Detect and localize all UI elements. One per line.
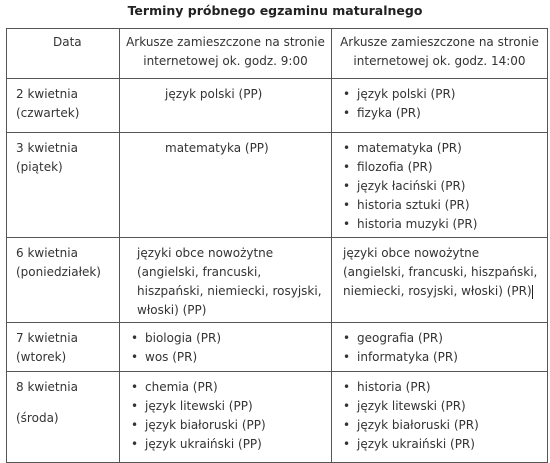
morning-cell	[120, 133, 332, 238]
header-afternoon: Arkusze zamieszczone na stronie internetowej ok. godz. 14:00	[332, 29, 548, 79]
afternoon-cell	[332, 372, 548, 463]
page-title: Terminy próbnego egzaminu maturalnego	[127, 3, 423, 18]
date-label: 8 kwietnia	[16, 380, 78, 394]
list-item: • historia (PR)	[341, 378, 541, 397]
list-item: • matematyka (PR)	[341, 139, 541, 158]
languages-text: języki obce nowożytne (angielski, francuski, hiszpański, niemiecki, rosyjski, włoski) (PP)	[137, 246, 322, 317]
list-item: • język ukraiński (PR)	[341, 435, 541, 454]
table-row	[7, 238, 548, 323]
text-cursor	[532, 285, 533, 299]
list-item: • język polski (PR)	[341, 85, 541, 104]
date-label: 7 kwietnia	[16, 331, 78, 345]
date-cell	[7, 372, 120, 463]
weekday-label: (poniedziałek)	[16, 265, 101, 279]
list-item: • geografia (PR)	[341, 329, 541, 348]
weekday-label: (wtorek)	[16, 350, 67, 364]
weekday-label: (czwartek)	[16, 106, 80, 120]
list-item: • historia muzyki (PR)	[341, 215, 541, 234]
list-item: • język białoruski (PP)	[129, 416, 325, 435]
morning-cell	[120, 238, 332, 323]
list-item: matematyka (PP)	[165, 141, 269, 155]
date-label: 2 kwietnia	[16, 87, 78, 101]
list-item: • wos (PR)	[129, 348, 325, 367]
date-cell	[7, 238, 120, 323]
afternoon-cell	[332, 238, 548, 323]
table-row	[7, 133, 548, 238]
list-item: • filozofia (PR)	[341, 158, 541, 177]
list-item: • język białoruski (PR)	[341, 416, 541, 435]
list-item: • język łaciński (PR)	[341, 177, 541, 196]
list-item: • język litewski (PR)	[341, 397, 541, 416]
list-item: • chemia (PR)	[129, 378, 325, 397]
weekday-label: (środa)	[16, 411, 59, 425]
date-label: 3 kwietnia	[16, 141, 78, 155]
exam-schedule-table	[6, 28, 548, 463]
afternoon-cell	[332, 133, 548, 238]
date-cell	[7, 79, 120, 133]
afternoon-cell	[332, 323, 548, 372]
table-header-row	[7, 29, 548, 79]
list-item: • informatyka (PR)	[341, 348, 541, 367]
header-date: Data	[7, 29, 120, 79]
date-cell	[7, 323, 120, 372]
list-item: • fizyka (PR)	[341, 104, 541, 123]
morning-cell	[120, 372, 332, 463]
weekday-label: (piątek)	[16, 160, 63, 174]
list-item: • historia sztuki (PR)	[341, 196, 541, 215]
list-item: język polski (PP)	[165, 87, 263, 101]
list-item: • biologia (PR)	[129, 329, 325, 348]
list-item: • język ukraiński (PP)	[129, 435, 325, 454]
table-row	[7, 79, 548, 133]
date-label: 6 kwietnia	[16, 246, 78, 260]
date-cell	[7, 133, 120, 238]
languages-text-editable[interactable]: języki obce nowożytne (angielski, francuski, hiszpański, niemiecki, rosyjski, włoski) (PR)	[343, 246, 538, 298]
morning-cell	[120, 323, 332, 372]
list-item: • język litewski (PP)	[129, 397, 325, 416]
morning-cell	[120, 79, 332, 133]
afternoon-cell	[332, 79, 548, 133]
table-row	[7, 372, 548, 463]
table-row	[7, 323, 548, 372]
header-morning: Arkusze zamieszczone na stronie internetowej ok. godz. 9:00	[120, 29, 332, 79]
